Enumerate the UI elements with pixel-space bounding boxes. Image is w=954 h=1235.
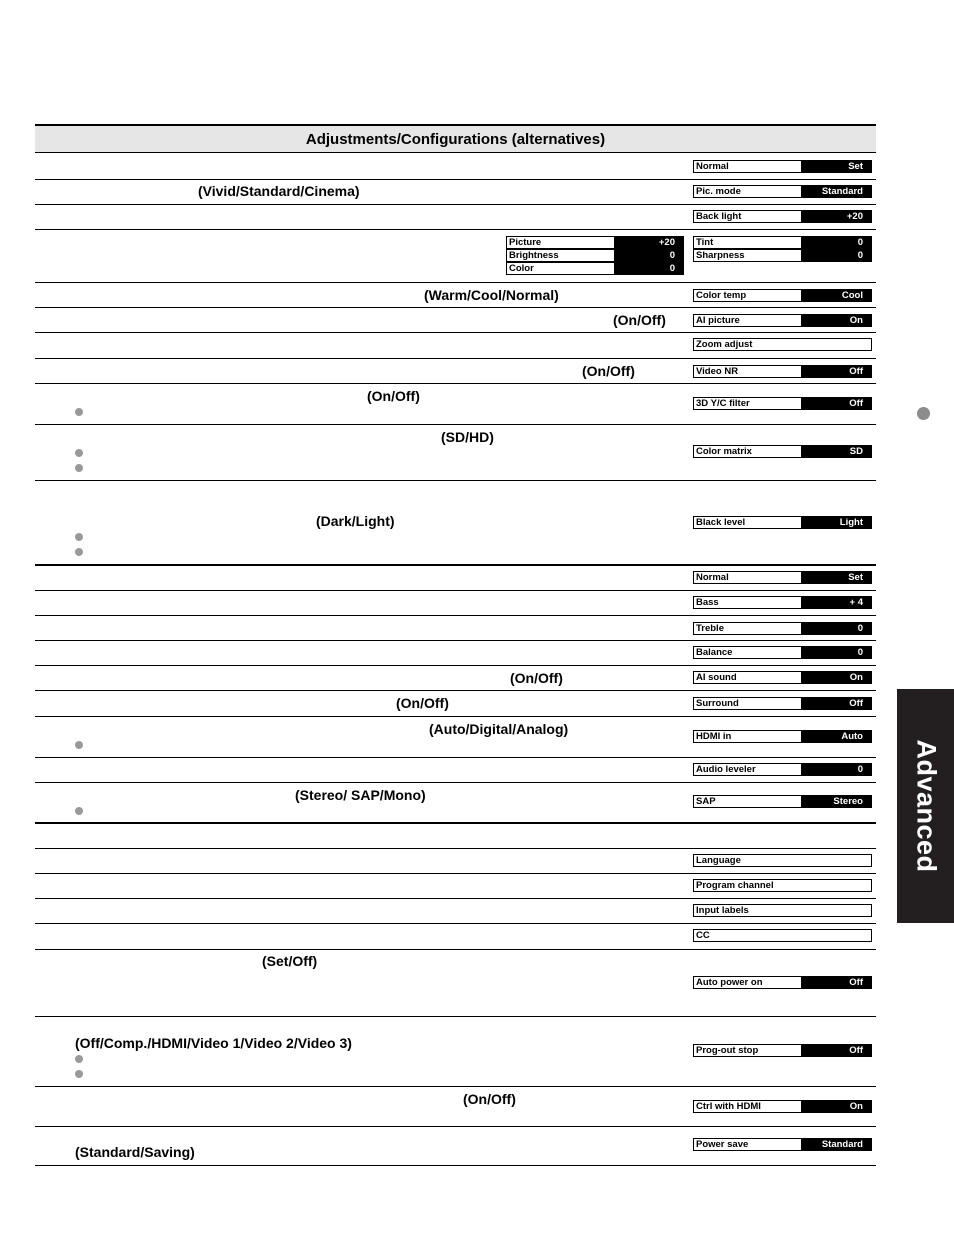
menu-box-label: CC (694, 930, 871, 941)
menu-box-value: SD (801, 446, 871, 457)
menu-box-label: SAP (694, 796, 801, 807)
menu-box-label: HDMI in (694, 731, 801, 742)
row-divider (35, 332, 876, 333)
menu-box-label: 3D Y/C filter (694, 398, 801, 409)
menu-box-label: Bass (694, 597, 801, 608)
menu-box-picture-normal (693, 160, 872, 173)
menu-box-power-save (693, 1138, 872, 1151)
menu-box-value: Set (801, 161, 871, 172)
menu-box-surround (693, 697, 872, 710)
menu-box-label: Prog-out stop (694, 1045, 801, 1056)
menu-box-label: Normal (694, 161, 801, 172)
black-level-options: (Dark/Light) (316, 513, 395, 529)
section-tab-label: Advanced (911, 739, 941, 873)
menu-box-label: Surround (694, 698, 801, 709)
menu-box-hdmi-in (693, 730, 872, 743)
menu-box-input-labels (693, 904, 872, 917)
row-divider (35, 424, 876, 425)
menu-box-value: 0 (801, 764, 871, 775)
menu-box-value: Off (801, 977, 871, 988)
bullet-icon (75, 449, 83, 457)
row-divider (35, 282, 876, 283)
menu-box-label: AI picture (694, 315, 801, 326)
section-tab (897, 689, 954, 923)
color-matrix-options: (SD/HD) (441, 429, 494, 445)
menu-box-value: +20 (614, 237, 683, 248)
menu-box-label: Zoom adjust (694, 339, 871, 350)
menu-box-value: Stereo (801, 796, 871, 807)
menu-box-label: Input labels (694, 905, 871, 916)
menu-box-value: Auto (801, 731, 871, 742)
row-divider (35, 716, 876, 717)
menu-box-value: On (801, 672, 871, 683)
bullet-icon (75, 1070, 83, 1078)
row-divider (35, 1016, 876, 1017)
menu-box-label: Video NR (694, 366, 801, 377)
row-divider (35, 873, 876, 874)
menu-box-picture (506, 236, 684, 249)
row-divider (35, 590, 876, 591)
menu-box-sap (693, 795, 872, 808)
menu-box-label: Balance (694, 647, 801, 658)
color-temp-options: (Warm/Cool/Normal) (424, 287, 559, 303)
menu-box-label: Color matrix (694, 446, 801, 457)
row-divider (35, 665, 876, 666)
row-divider (35, 383, 876, 384)
menu-box-sharpness (693, 249, 872, 262)
video-nr-options: (On/Off) (582, 363, 635, 379)
menu-box-value: Off (801, 698, 871, 709)
menu-box-value: Off (801, 366, 871, 377)
menu-box-3d-yc-filter (693, 397, 872, 410)
menu-box-color (506, 262, 684, 275)
menu-box-label: Brightness (507, 250, 614, 261)
menu-box-bass (693, 596, 872, 609)
row-divider (35, 690, 876, 691)
bullet-icon (75, 807, 83, 815)
menu-box-label: Tint (694, 237, 801, 248)
menu-box-auto-power-on (693, 976, 872, 989)
menu-box-value: On (801, 315, 871, 326)
menu-box-value: Standard (801, 186, 871, 197)
row-divider (35, 1165, 876, 1166)
bullet-icon (75, 464, 83, 472)
row-divider (35, 757, 876, 758)
row-divider (35, 1086, 876, 1087)
prog-out-options: (Off/Comp./HDMI/Video 1/Video 2/Video 3) (75, 1035, 352, 1051)
menu-box-ai-picture (693, 314, 872, 327)
ai-picture-options: (On/Off) (613, 312, 666, 328)
menu-box-label: Language (694, 855, 871, 866)
sap-options: (Stereo/ SAP/Mono) (295, 787, 426, 803)
menu-box-color-temp (693, 289, 872, 302)
menu-box-audio-normal (693, 571, 872, 584)
menu-box-label: Ctrl with HDMI (694, 1101, 801, 1112)
yc-filter-options: (On/Off) (367, 388, 420, 404)
bullet-icon (75, 408, 83, 416)
bullet-icon (75, 741, 83, 749)
menu-box-zoom-adjust (693, 338, 872, 351)
row-divider (35, 848, 876, 849)
menu-box-label: Program channel (694, 880, 871, 891)
menu-box-tint (693, 236, 872, 249)
row-divider (35, 949, 876, 950)
menu-box-label: Picture (507, 237, 614, 248)
menu-box-value: Cool (801, 290, 871, 301)
row-divider (35, 923, 876, 924)
menu-box-label: Sharpness (694, 250, 801, 261)
menu-box-cc (693, 929, 872, 942)
row-divider (35, 640, 876, 641)
menu-box-ai-sound (693, 671, 872, 684)
menu-box-pic-mode (693, 185, 872, 198)
menu-box-audio-leveler (693, 763, 872, 776)
auto-power-options: (Set/Off) (262, 953, 318, 969)
bullet-icon (75, 548, 83, 556)
row-divider (35, 229, 876, 230)
menu-box-value: 0 (614, 250, 683, 261)
menu-box-label: Normal (694, 572, 801, 583)
bullet-icon (75, 1055, 83, 1063)
menu-box-value: Set (801, 572, 871, 583)
menu-box-treble (693, 622, 872, 635)
menu-box-label: Color (507, 263, 614, 274)
menu-box-value: 0 (801, 237, 871, 248)
menu-box-prog-out-stop (693, 1044, 872, 1057)
menu-box-label: Black level (694, 517, 801, 528)
row-divider (35, 1126, 876, 1127)
menu-box-color-matrix (693, 445, 872, 458)
menu-box-ctrl-with-hdmi (693, 1100, 872, 1113)
menu-box-value: Off (801, 1045, 871, 1056)
ctrl-hdmi-options: (On/Off) (463, 1091, 516, 1107)
menu-box-video-nr (693, 365, 872, 378)
row-divider (35, 358, 876, 359)
hdmi-in-options: (Auto/Digital/Analog) (429, 721, 569, 737)
menu-box-value: Standard (801, 1139, 871, 1150)
pic-mode-options: (Vivid/Standard/Cinema) (198, 183, 360, 199)
menu-box-program-channel (693, 879, 872, 892)
menu-box-label: Audio leveler (694, 764, 801, 775)
menu-box-value: 0 (801, 250, 871, 261)
menu-box-value: +20 (801, 211, 871, 222)
section-divider (35, 822, 876, 824)
menu-box-balance (693, 646, 872, 659)
menu-box-brightness (506, 249, 684, 262)
section-marker-icon (917, 407, 930, 420)
menu-box-black-level (693, 516, 872, 529)
table-header (35, 124, 876, 153)
menu-box-value: + 4 (801, 597, 871, 608)
menu-box-label: Auto power on (694, 977, 801, 988)
row-divider (35, 898, 876, 899)
menu-box-label: Treble (694, 623, 801, 634)
row-divider (35, 782, 876, 783)
menu-box-value: 0 (614, 263, 683, 274)
menu-box-label: Power save (694, 1139, 801, 1150)
row-divider (35, 480, 876, 481)
section-divider (35, 564, 876, 566)
menu-box-label: AI sound (694, 672, 801, 683)
menu-box-language (693, 854, 872, 867)
menu-box-value: 0 (801, 647, 871, 658)
power-save-options: (Standard/Saving) (75, 1144, 195, 1160)
menu-box-value: On (801, 1101, 871, 1112)
menu-box-value: Off (801, 398, 871, 409)
ai-sound-options: (On/Off) (510, 670, 563, 686)
row-divider (35, 179, 876, 180)
menu-box-back-light (693, 210, 872, 223)
menu-box-label: Back light (694, 211, 801, 222)
menu-box-label: Color temp (694, 290, 801, 301)
menu-box-value: Light (801, 517, 871, 528)
bullet-icon (75, 533, 83, 541)
row-divider (35, 204, 876, 205)
table-header-title: Adjustments/Configurations (alternatives) (305, 131, 606, 148)
row-divider (35, 307, 876, 308)
menu-box-label: Pic. mode (694, 186, 801, 197)
surround-options: (On/Off) (396, 695, 449, 711)
row-divider (35, 615, 876, 616)
menu-box-value: 0 (801, 623, 871, 634)
